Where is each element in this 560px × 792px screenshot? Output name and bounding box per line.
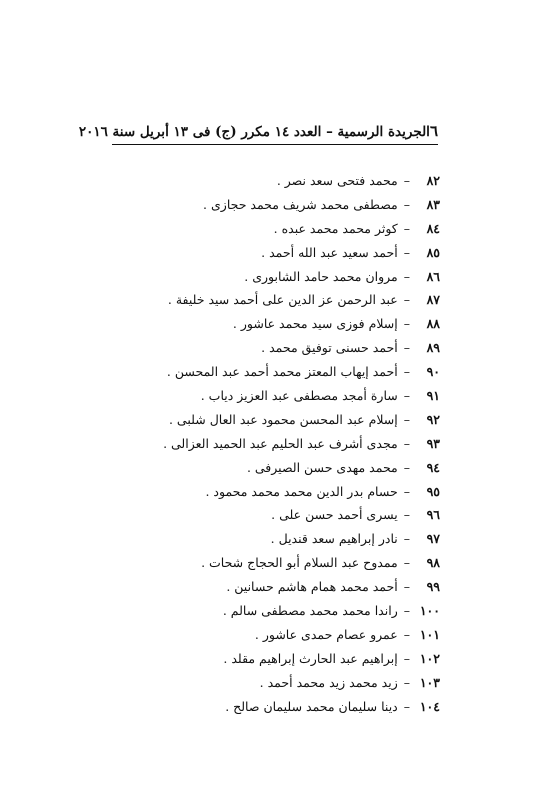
item-name: عمرو عصام حمدى عاشور . — [254, 626, 398, 642]
page-number: ٦ — [429, 122, 438, 140]
item-name: زيد محمد زيد محمد أحمد . — [259, 674, 398, 690]
item-number: ٩٣ — [426, 435, 440, 451]
list-item — [150, 527, 440, 551]
list-item — [150, 599, 440, 623]
item-name: محمد فتحى سعد نصر . — [276, 173, 398, 188]
item-number: ١٠٢ — [419, 650, 440, 666]
item-name: محمد مهدى حسن الصيرفى . — [246, 459, 398, 475]
item-dash: – — [403, 340, 410, 356]
list-item — [150, 503, 440, 527]
item-number: ٨٤ — [426, 220, 440, 236]
item-dash: – — [403, 316, 410, 332]
list-item — [150, 575, 440, 599]
item-name: أحمد محمد همام هاشم حسانين . — [226, 579, 398, 595]
item-number: ٩١ — [426, 388, 440, 404]
item-name: أحمد سعيد عبد الله أحمد . — [261, 244, 398, 260]
item-number: ٩٢ — [426, 411, 440, 427]
item-number: ١٠١ — [419, 626, 440, 642]
page-header — [78, 118, 438, 145]
list-item — [150, 217, 440, 241]
list-item — [150, 336, 440, 360]
item-dash: – — [403, 674, 410, 690]
item-name: دينا سليمان محمد سليمان صالح . — [225, 698, 398, 714]
item-dash: – — [403, 435, 410, 451]
item-name: كوثر محمد محمد عبده . — [273, 220, 398, 236]
list-item — [150, 456, 440, 480]
list-item — [150, 551, 440, 575]
list-item — [150, 671, 440, 695]
list-item — [150, 623, 440, 647]
gazette-header-title: الجريدة الرسمية – العدد ١٤ مكرر (ج) فى ١٣ أبريل سنة ٢٠١٦ — [78, 124, 430, 140]
item-name: حسام بدر الدين محمد محمد محمود . — [205, 483, 398, 499]
list-item — [150, 408, 440, 432]
names-list — [150, 169, 440, 718]
item-number: ٨٧ — [426, 292, 440, 308]
item-dash: – — [403, 292, 410, 308]
item-name: أحمد حسنى توفيق محمد . — [261, 340, 398, 356]
item-dash: – — [403, 603, 410, 619]
item-dash: – — [403, 268, 410, 284]
list-item — [150, 695, 440, 719]
item-dash: – — [403, 388, 410, 404]
item-name: إسلام فوزى سيد محمد عاشور . — [232, 316, 398, 332]
list-item — [150, 169, 440, 193]
item-dash: – — [403, 244, 410, 260]
item-dash: – — [403, 626, 410, 642]
item-number: ١٠٠ — [419, 603, 440, 619]
item-dash: – — [403, 173, 410, 188]
list-item — [150, 241, 440, 265]
item-dash: – — [403, 196, 410, 212]
item-dash: – — [403, 579, 410, 595]
item-name: إسلام عبد المحسن محمود عبد العال شلبى . — [168, 411, 398, 427]
item-dash: – — [403, 483, 410, 499]
item-number: ٩٦ — [426, 507, 440, 523]
item-number: ٨٩ — [426, 340, 440, 356]
item-number: ٨٦ — [426, 268, 440, 284]
item-name: يسرى أحمد حسن على . — [271, 507, 398, 523]
item-number: ١٠٣ — [419, 674, 440, 690]
list-item — [150, 312, 440, 336]
item-dash: – — [403, 507, 410, 523]
item-number: ٩٤ — [426, 459, 440, 475]
item-number: ٩٨ — [426, 555, 440, 571]
item-dash: – — [403, 531, 410, 547]
item-number: ٨٨ — [426, 316, 440, 332]
item-number: ٨٢ — [426, 173, 440, 188]
list-item — [150, 480, 440, 504]
item-name: مروان محمد حامد الشابورى . — [244, 268, 398, 284]
item-name: عبد الرحمن عز الدين على أحمد سيد خليفة . — [167, 292, 398, 308]
list-item — [150, 360, 440, 384]
item-dash: – — [403, 698, 410, 714]
item-name: مجدى أشرف عبد الحليم عبد الحميد العزالى . — [163, 435, 398, 451]
item-number: ١٠٤ — [419, 698, 440, 714]
item-name: إبراهيم عبد الحارث إبراهيم مقلد . — [223, 650, 398, 666]
list-item — [150, 265, 440, 289]
item-name: ممدوح عبد السلام أبو الحجاج شحات . — [201, 555, 398, 571]
list-item — [150, 647, 440, 671]
item-dash: – — [403, 555, 410, 571]
item-name: سارة أمجد مصطفى عبد العزيز دياب . — [200, 388, 398, 404]
list-item — [150, 288, 440, 312]
item-number: ٩٧ — [426, 531, 440, 547]
list-item — [150, 432, 440, 456]
item-dash: – — [403, 364, 410, 380]
item-name: نادر إبراهيم سعد قنديل . — [270, 531, 398, 547]
item-number: ٨٣ — [426, 196, 440, 212]
item-number: ٩٠ — [426, 364, 440, 380]
item-number: ٩٩ — [426, 579, 440, 595]
item-name: أحمد إيهاب المعتز محمد أحمد عبد المحسن . — [166, 364, 398, 380]
item-dash: – — [403, 220, 410, 236]
list-item — [150, 384, 440, 408]
item-dash: – — [403, 411, 410, 427]
item-dash: – — [403, 459, 410, 475]
item-number: ٨٥ — [426, 244, 440, 260]
list-item — [150, 193, 440, 217]
item-name: مصطفى محمد شريف محمد حجازى . — [203, 196, 398, 212]
item-number: ٩٥ — [426, 483, 440, 499]
item-dash: – — [403, 650, 410, 666]
item-name: راندا محمد محمد مصطفى سالم . — [222, 603, 398, 619]
